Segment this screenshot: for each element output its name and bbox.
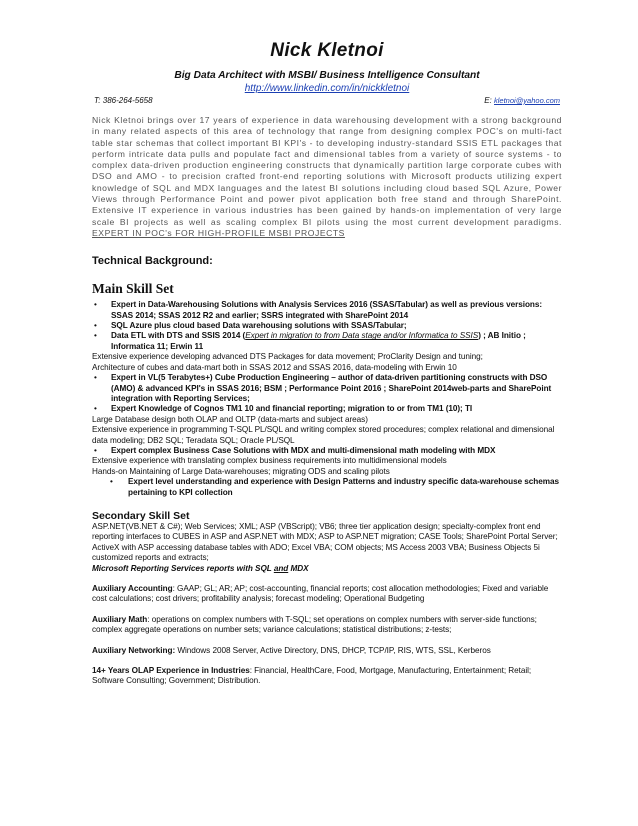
reporting-services-post: MDX: [288, 563, 309, 573]
reporting-services-line: [92, 564, 309, 573]
skill-item: • Expert Knowledge of Cognos TM1 10 and financial reporting; migration to or from TM1 (10); TI: [92, 404, 562, 414]
resume-page: [92, 0, 562, 687]
skill-note: Extensive experience in programming T-SQL PL/SQL and writing complex stored procedures; complex relational and dimensional data modeling; DB2 SQL; Teradata SQL; Oracle PL/SQL: [92, 425, 555, 445]
skill-item: • Expert in VL(5 Terabytes+) Cube Production Engineering – author of data-driven partitioning constructs with DSO (AMO) & advanced KPI's in SSAS 2016; BSM ; Performance Point 2016 ; SharePoint 2014web-parts and SharePoint integration with Reporting Services;: [92, 373, 562, 404]
skill-item: • Expert level understanding and experience with Design Patterns and industry specific data-warehouse schemas pertaining to KPI collection: [92, 477, 562, 498]
candidate-name: Nick Kletnoi: [270, 40, 384, 61]
auxiliary-accounting-text: : GAAP; GL; AR; AP; cost-accounting, financial reports; cost allocation methodologies; Fixed and variable cost calculations; cost drivers; profitability analysis; forecast modeling; Operational Budgeting: [92, 584, 549, 604]
auxiliary-networking-text: Windows 2008 Server, Active Directory, DNS, DHCP, TCP/IP, RIS, WTS, SSL, Kerberos: [175, 645, 491, 655]
secondary-skills-text: ASP.NET(VB.NET & C#); Web Services; XML; ASP (VBScript); VB6; three tier application design; specialty-complex front end reporting interfaces to CUBES in ASP and ASP.NET with MDX; ASP to ASP.NET migration; CASE Tools; SharePoint Portal Server; ActiveX with ASP accessing database tables with ADO; Excel VBA; COM objects; MS Access 2003 VBA; Business Objects 5i customized reports and extracts;: [92, 521, 558, 563]
technical-background-heading: Technical Background:: [92, 255, 213, 268]
auxiliary-math: [92, 615, 562, 636]
migration-link[interactable]: Expert in migration to from Data stage and/or Informatica to SSIS: [245, 331, 479, 341]
skill-etl-post: ) ; AB Initio ; Informatica 11; Erwin 11: [111, 331, 526, 351]
auxiliary-accounting-label: Auxiliary Accounting: [92, 584, 173, 594]
skill-note: Extensive experience with translating complex business requirements into multidimensional models: [92, 456, 447, 466]
auxiliary-networking: [92, 646, 562, 656]
phone-number: T: 386-264-5658: [94, 96, 153, 105]
linkedin-link[interactable]: http://www.linkedin.com/in/nickkletnoi: [244, 83, 410, 94]
job-title: Big Data Architect with MSBI/ Business Intelligence Consultant: [174, 70, 480, 81]
skill-item: • Expert in Data-Warehousing Solutions with Analysis Services 2016 (SSAS/Tabular) as well as previous versions: SSAS 2014; SSAS 2012 R2 and earlier; SSRS integrated with SharePoint 2014: [92, 300, 562, 321]
auxiliary-math-text: : operations on complex numbers with T-SQL; set operations on complex numbers with server-side functions; complex aggregate operations on number sets; variance calculations; statistical distributions; z-tests;: [92, 614, 537, 635]
skill-item: • SQL Azure plus cloud based Data warehousing solutions with SSAS/Tabular;: [92, 321, 562, 331]
skill-note: Hands-on Maintaining of Large Data-warehouses; migrating ODS and scaling pilots: [92, 466, 390, 476]
auxiliary-accounting: [92, 584, 562, 605]
industries-experience: [92, 666, 562, 687]
skill-etl-pre: Data ETL with DTS and SSIS 2014 (: [111, 331, 246, 341]
main-skill-list: [92, 300, 562, 498]
expert-poc-link[interactable]: EXPERT IN POC's FOR HIGH-PROFILE MSBI PROJECTS: [92, 227, 345, 238]
reporting-services-pre: Microsoft Reporting Services reports with SQL: [92, 563, 274, 573]
summary-text: Nick Kletnoi brings over 17 years of experience in data warehousing development with a strong background in many related aspects of this area of technology that range from designing complex POC's on multi-fact table star schemas that collect important BI KPI's - to developing industry-standard SSIS ETL packages that perform intricate data pulls and populate fact and dimensional tables from a variety of source systems - to complex data-driven production engineering constructs that dynamically partition large corporate cubes with DSO and AMO - to precision crafted front-end reporting solutions with Microsoft products utilizing expert knowledge of SQL and MDX languages and the latest BI solutions including cloud based SQL Azure, Power Views through Performance Point and power pivot application both free stand and through SharePoint. Extensive IT experience in various industries has been gained by hands-on implementation of very large scale BI projects as well as scaling complex BI pilots using the most current development paradigms.: [92, 115, 562, 227]
main-skill-set-heading: Main Skill Set: [92, 281, 174, 297]
secondary-skills: [92, 522, 562, 574]
skill-note: Architecture of cubes and data-mart both in SSAS 2012 and SSAS 2016, data-modeling with Erwin 10: [92, 362, 457, 372]
summary-paragraph: [92, 115, 562, 239]
industries-label: 14+ Years OLAP Experience in Industries: [92, 666, 250, 676]
email-label: E:: [484, 96, 492, 105]
skill-note: Extensive experience developing advanced DTS Packages for data movement; ProClarity Design and tuning;: [92, 352, 483, 362]
skill-item: • Expert complex Business Case Solutions with MDX and multi-dimensional math modeling with MDX: [92, 446, 562, 456]
email-block: [484, 96, 560, 105]
reporting-services-and: and: [273, 563, 289, 573]
skill-note: Large Database design both OLAP and OLTP (data-marts and subject areas): [92, 414, 368, 424]
skill-item-etl: [92, 331, 562, 352]
auxiliary-math-label: Auxiliary Math: [92, 614, 148, 624]
email-link[interactable]: kletnoi@yahoo.com: [494, 96, 560, 105]
contact-row: [92, 95, 562, 109]
industries-text: : Financial, HealthCare, Food, Mortgage, Manufacturing, Entertainment; Retail; Software Consulting; Government; Distribution.: [92, 666, 532, 686]
auxiliary-networking-label: Auxiliary Networking:: [92, 645, 176, 655]
secondary-skill-set-heading: Secondary Skill Set: [92, 509, 190, 522]
